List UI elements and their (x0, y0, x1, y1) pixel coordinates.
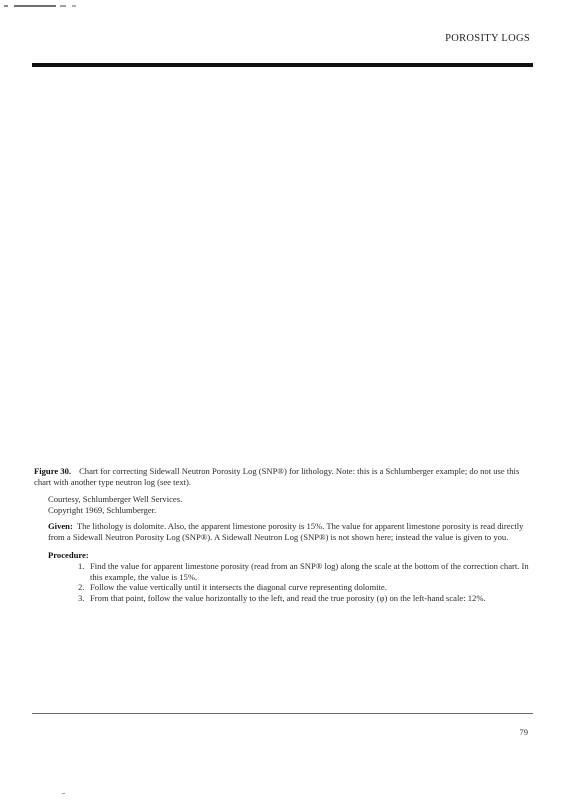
courtesy-line: Courtesy, Schlumberger Well Services. (48, 494, 183, 505)
step-number: 3. (78, 592, 85, 603)
step-number: 1. (78, 561, 85, 572)
procedure-step (80, 593, 534, 604)
copyright-line: Copyright 1969, Schlumberger. (48, 504, 157, 515)
page-number: 79 (519, 727, 528, 737)
footer-rule (32, 713, 533, 714)
figure-caption (34, 466, 534, 487)
procedure-label: Procedure: (48, 549, 89, 560)
step-text: Follow the value vertically until it intersects the diagonal curve representing dolomite. (90, 582, 387, 593)
figure-caption-text: Chart for correcting Sidewall Neutron Porosity Log (SNP®) for lithology. Note: this is a Schlumberger example; do not use this chart with another type neutron log (see text). (34, 466, 520, 487)
header-rule (32, 63, 533, 67)
procedure-section (34, 550, 534, 604)
given-text: The lithology is dolomite. Also, the apparent limestone porosity is 15%. The value for apparent limestone porosity is read directly from a Sidewall Neutron Porosity Log (SNP®). A Sidewall Neutron Log (SNP®) is not shown here; instead the value is given to you. (48, 521, 524, 542)
scan-artifact (4, 5, 94, 7)
step-number: 2. (78, 582, 85, 593)
figure-caption-block (34, 466, 534, 604)
running-head: POROSITY LOGS (445, 33, 530, 44)
step-text: From that point, follow the value horizontally to the left, and read the true porosity (φ) on the left-hand scale: 12%. (90, 592, 486, 603)
procedure-steps (48, 561, 534, 603)
scan-artifact (62, 793, 65, 794)
procedure-step (80, 561, 534, 582)
given-section (34, 521, 534, 542)
figure-credit (34, 494, 534, 515)
step-text: Find the value for apparent limestone porosity (read from an SNP® log) along the scale at the bottom of the correction chart. In this example, the value is 15%. (90, 561, 529, 582)
given-label: Given: (48, 521, 73, 532)
procedure-step (80, 582, 534, 593)
figure-label: Figure 30. (34, 466, 72, 476)
